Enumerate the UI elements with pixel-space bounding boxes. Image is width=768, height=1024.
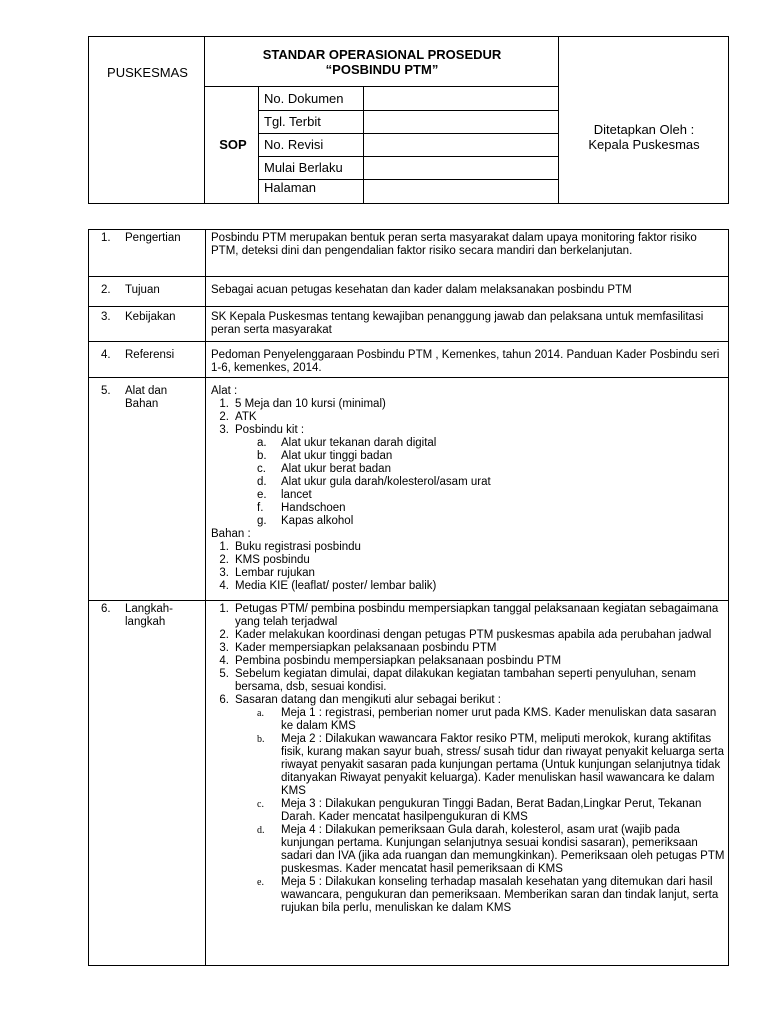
list-item: e. Meja 5 : Dilakukan konseling terhadap masalah kesehatan yang ditemukan dari hasil wawancara, pengukuran dan pemeriksaan. Memberikan saran dan tindak lanjut, serta rujukan bila perlu, menuliskan ke dalam KMS: [257, 876, 719, 914]
section-text-pengertian: Posbindu PTM merupakan bentuk peran serta masyarakat dalam upaya monitoring faktor risiko PTM, deteksi dini dan pengendalian faktor risiko secara mandiri dan berkelanjutan.: [211, 232, 697, 257]
list-item: e. lancet: [257, 489, 312, 501]
list-item: b. Meja 2 : Dilakukan wawancara Faktor resiko PTM, meliputi merokok, kurang aktifitas fisik, kurang makan sayur buah, stress/ susah tidur dan riwayat penyakit keluarga serta riwayat penyakit sasaran pada kunjungan pertama (Untuk kunjungan selanjutnya tidak ditanyakan Riwayat penyakit keluarga). Kader menuliskan hasil wawancara ke dalam KMS: [257, 733, 724, 797]
section-content-alat-bahan: [211, 385, 726, 593]
section-text-tujuan: Sebagai acuan petugas kesehatan dan kader dalam melaksanakan posbindu PTM: [211, 284, 632, 296]
list-item: d. Alat ukur gula darah/kolesterol/asam urat: [257, 476, 491, 488]
list-item: 1. 5 Meja dan 10 kursi (minimal): [219, 398, 386, 410]
section-text-referensi: Pedoman Penyelenggaraan Posbindu PTM , Kemenkes, tahun 2014. Panduan Kader Posbindu seri 1-6, kemenkes, 2014.: [211, 349, 720, 374]
sop-label: SOP: [219, 137, 247, 152]
list-item: 6. Sasaran datang dan mengikuti alur sebagai berikut :: [219, 694, 501, 706]
meta-no-dokumen: No. Dokumen: [264, 91, 344, 106]
list-item: 3. Kader mempersiapkan pelaksanaan posbindu PTM: [219, 642, 497, 654]
list-item: d. Meja 4 : Dilakukan pemeriksaan Gula darah, kolesterol, asam urat (wajib pada kunjungan pertama. Kunjungan selanjutnya sesuai kondisi sasaran), pemeriksaan sadari dan IVA (jika ada ruangan dan memungkinkan). Pemeriksaan oleh petugas PTM puskesmas. Kader mencatat hasil pemeriksaan di KMS: [257, 824, 725, 875]
list-item: 5. Sebelum kegiatan dimulai, dapat dilakukan kegiatan tambahan seperti penyuluhan, senam bersama, dsb, sesuai kondisi.: [219, 668, 696, 693]
list-item: 1. Buku registrasi posbindu: [219, 541, 361, 553]
meta-mulai-berlaku: Mulai Berlaku: [264, 160, 343, 175]
meta-no-revisi: No. Revisi: [264, 137, 324, 152]
meta-tgl-terbit: Tgl. Terbit: [264, 114, 321, 129]
list-item: b. Alat ukur tinggi badan: [257, 450, 393, 462]
alat-heading: Alat :: [211, 385, 238, 397]
sop-header-table: [88, 36, 729, 204]
list-item: 2. Kader melakukan koordinasi dengan petugas PTM puskesmas apabila ada perubahan jadwal: [219, 629, 712, 641]
list-item: 2. ATK: [219, 411, 257, 423]
section-text-kebijakan: SK Kepala Puskesmas tentang kewajiban penanggung jawab dan pelaksana untuk memfasilitasi peran serta masyarakat: [211, 311, 704, 336]
list-item: 1. Petugas PTM/ pembina posbindu mempersiapkan tanggal pelaksanaan kegiatan sebagaimana yang telah terjadwal: [219, 603, 719, 628]
list-item: c. Meja 3 : Dilakukan pengukuran Tinggi Badan, Berat Badan,Lingkar Perut, Tekanan Darah. Kader mencatat hasilpengukuran di KMS: [257, 798, 702, 823]
sop-content-table: 1. Pengertian Posbindu PTM merupakan bentuk peran serta masyarakat dalam upaya monitoring faktor risiko PTM, deteksi dini dan pengendalian faktor risiko secara mandiri dan berkelanjutan. 2. Tujuan Sebagai acuan petugas kesehatan dan kader dalam melaksanakan posbindu PTM 3. Kebijakan SK Kepala Puskesmas tentang kewajiban penanggung jawab dan pelaksana untuk memfasilitasi peran serta masyarakat 4. Referensi Pedoman Penyelenggaraan Posbindu PTM , Kemenkes, tahun 2014. Panduan Kader Posbindu seri 1-6, kemenkes, 2014. 5. Alat dan Bahan Alat : 1. 5 Meja dan 10 kursi (minimal) 2. ATK 3. Posbindu kit : a. Alat ukur tekanan darah digital b. Alat ukur tinggi badan c. Alat ukur berat badan d. Alat ukur gula darah/kolesterol/asam urat e. lancet f. Handschoen g. Kapas alkohol Bahan : 1. Buku registrasi posbindu 2. KMS posbindu 3. Lembar rujukan 4. Media KIE (leaflat/ poster/ lembar balik) 6. Langkah-langkah 1. Petugas PTM/ pembina posbindu mempersiapkan tanggal pelaksanaan kegiatan sebagaimana yang telah terjadwal 2. Kader melakukan koordinasi dengan petugas PTM puskesmas apabila ada perubahan jadwal 3. Kader mempersiapkan pelaksanaan posbindu PTM 4. Pembina posbindu mempersiapkan pelaksanaan posbindu PTM 5. Sebelum kegiatan dimulai, dapat dilakukan kegiatan tambahan seperti penyuluhan, senam bersama, dsb, sesuai kondisi. 6. Sasaran datang dan mengikuti alur sebagai berikut : a. Meja 1 : registrasi, pemberian nomer urut pada KMS. Kader menuliskan data sasaran ke dalam KMS b. Meja 2 : Dilakukan wawancara Faktor resiko PTM, meliputi merokok, kurang aktifitas fisik, kurang makan sayur buah, stress/ susah tidur dan riwayat penyakit keluarga serta riwayat penyakit sasaran pada kunjungan pertama (Untuk kunjungan selanjutnya tidak ditanyakan Riwayat penyakit keluarga). Kader menuliskan hasil wawancara ke dalam KMS c. Meja 3 : Dilakukan pengukuran Tinggi Badan, Berat Badan,Lingkar Perut, Tekanan Darah. Kader mencatat hasilpengukuran di KMS d. Meja 4 : Dilakukan pemeriksaan Gula darah, kolesterol, asam urat (wajib pada kunjungan pertama. Kunjungan selanjutnya sesuai kondisi sasaran), pemeriksaan sadari dan IVA (jika ada ruangan dan memungkinkan). Pemeriksaan oleh petugas PTM puskesmas. Kader mencatat hasil pemeriksaan di KMS e. Meja 5 : Dilakukan konseling terhadap masalah kesehatan yang ditemukan dari hasil wawancara, pengukuran dan pemeriksaan. Memberikan saran dan tindak lanjut, serta rujukan bila perlu, menuliskan ke dalam KMS: [88, 229, 729, 966]
list-item: 3. Posbindu kit :: [219, 424, 305, 436]
institution-name: PUSKESMAS: [107, 65, 188, 80]
document-title: STANDAR OPERASIONAL PROSEDUR “POSBINDU PTM”: [262, 47, 502, 77]
list-item: 3. Lembar rujukan: [219, 567, 315, 579]
approved-by: Ditetapkan Oleh : Kepala Puskesmas: [588, 122, 700, 152]
list-item: a. Alat ukur tekanan darah digital: [257, 437, 437, 449]
list-item: 2. KMS posbindu: [219, 554, 310, 566]
list-item: c. Alat ukur berat badan: [257, 463, 391, 475]
list-item: g. Kapas alkohol: [257, 515, 354, 527]
bahan-heading: Bahan :: [211, 528, 251, 540]
meta-halaman: Halaman: [264, 180, 317, 195]
list-item: 4. Media KIE (leaflat/ poster/ lembar balik): [219, 580, 437, 592]
section-content-langkah: [211, 603, 726, 915]
list-item: 4. Pembina posbindu mempersiapkan pelaksanaan posbindu PTM: [219, 655, 562, 667]
list-item: a. Meja 1 : registrasi, pemberian nomer urut pada KMS. Kader menuliskan data sasaran ke dalam KMS: [257, 707, 717, 732]
list-item: f. Handschoen: [257, 502, 346, 514]
